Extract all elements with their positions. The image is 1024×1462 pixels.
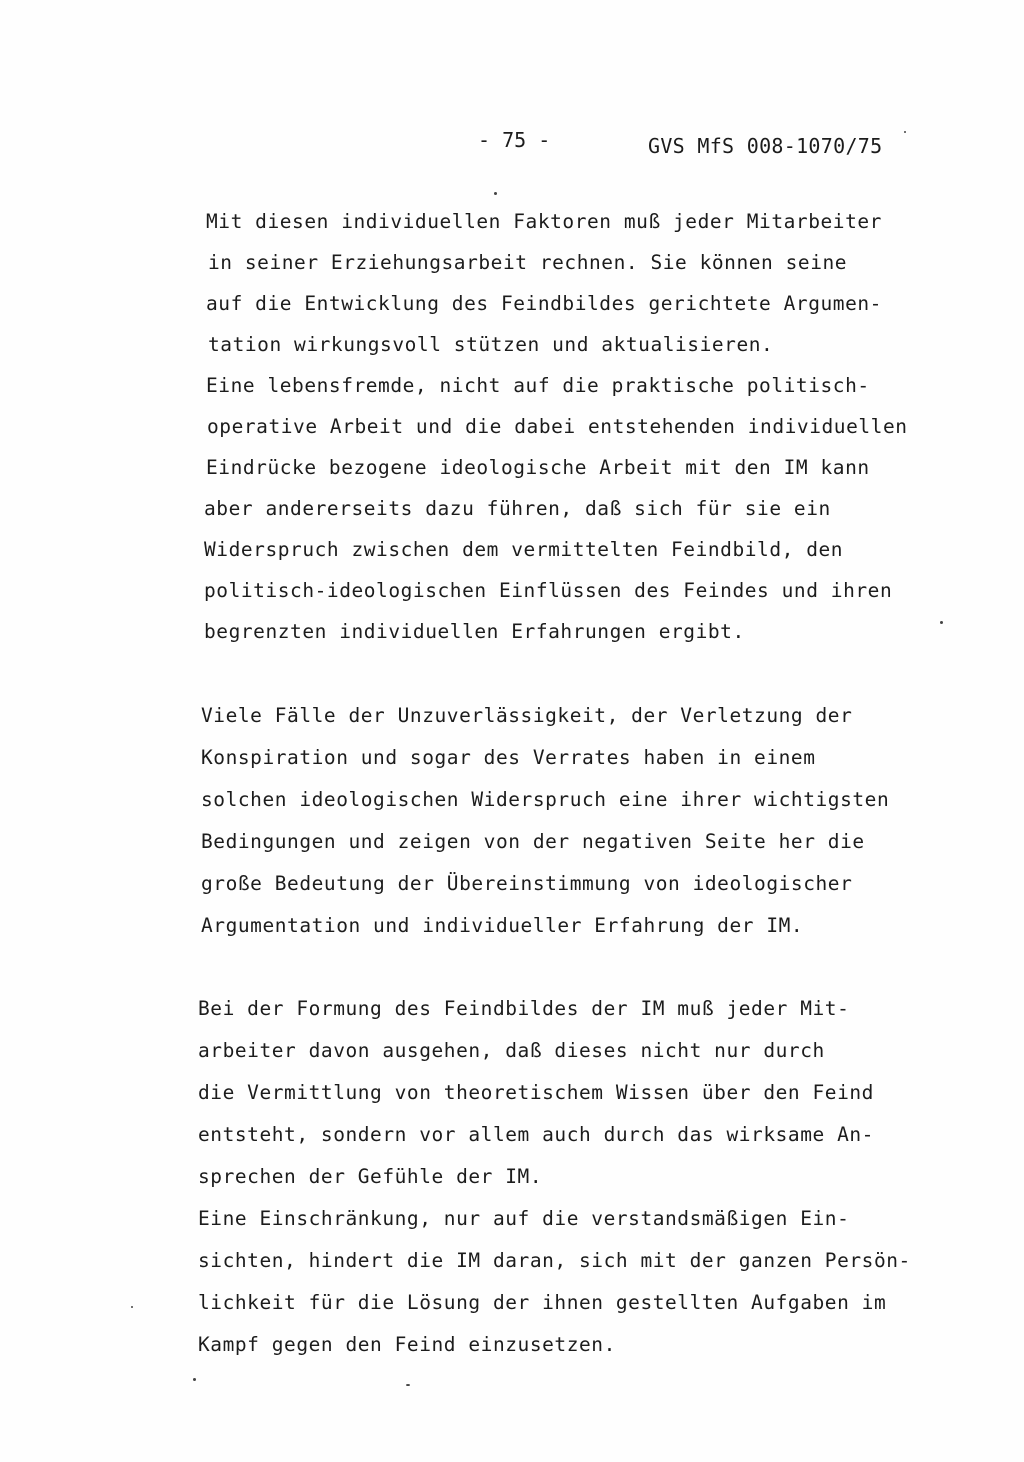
text-line: Bei der Formung des Feindbildes der IM muß jeder Mit- xyxy=(198,997,850,1020)
scan-speck xyxy=(940,621,943,624)
text-line: Viele Fälle der Unzuverlässigkeit, der Verletzung der xyxy=(201,704,853,727)
text-line: politisch-ideologischen Einflüssen des Feindes und ihren xyxy=(204,579,893,602)
text-line: große Bedeutung der Übereinstimmung von ideologischer xyxy=(201,872,853,895)
page-number: - 75 - xyxy=(478,128,551,152)
text-line: Konspiration und sogar des Verrates haben in einem xyxy=(201,746,816,769)
text-line: Widerspruch zwischen dem vermittelten Feindbild, den xyxy=(204,538,844,561)
text-line: tation wirkungsvoll stützen und aktualisieren. xyxy=(208,333,774,356)
text-line: operative Arbeit und die dabei entstehenden individuellen xyxy=(207,415,908,438)
text-line: Eindrücke bezogene ideologische Arbeit mit den IM kann xyxy=(206,456,870,479)
scan-speck xyxy=(193,1378,196,1381)
text-line: lichkeit für die Lösung der ihnen gestellten Aufgaben im xyxy=(198,1291,887,1314)
text-line: auf die Entwicklung des Feindbildes gerichtete Argumen- xyxy=(206,292,882,315)
text-line: arbeiter davon ausgehen, daß dieses nicht nur durch xyxy=(198,1039,825,1062)
text-line: die Vermittlung von theoretischem Wissen über den Feind xyxy=(198,1081,874,1104)
document-reference: GVS MfS 008-1070/75 xyxy=(648,134,883,158)
text-line: solchen ideologischen Widerspruch eine ihrer wichtigsten xyxy=(201,788,890,811)
text-line: aber andererseits dazu führen, daß sich für sie ein xyxy=(204,497,831,520)
scan-speck xyxy=(904,131,906,133)
text-line: in seiner Erziehungsarbeit rechnen. Sie können seine xyxy=(208,251,848,274)
text-line: Eine lebensfremde, nicht auf die praktische politisch- xyxy=(206,374,870,397)
text-line: begrenzten individuellen Erfahrungen ergibt. xyxy=(204,620,745,643)
text-line: sprechen der Gefühle der IM. xyxy=(198,1165,543,1188)
page-header xyxy=(0,128,1024,162)
text-line: Bedingungen und zeigen von der negativen Seite her die xyxy=(201,830,865,853)
text-line: Argumentation und individueller Erfahrung der IM. xyxy=(201,914,804,937)
scan-speck xyxy=(494,192,497,195)
scan-speck xyxy=(131,1306,133,1308)
scan-speck xyxy=(406,1384,410,1386)
text-line: entsteht, sondern vor allem auch durch das wirksame An- xyxy=(198,1123,874,1146)
text-line: Eine Einschränkung, nur auf die verstandsmäßigen Ein- xyxy=(198,1207,850,1230)
text-line: Kampf gegen den Feind einzusetzen. xyxy=(198,1333,616,1356)
text-line: sichten, hindert die IM daran, sich mit der ganzen Persön- xyxy=(198,1249,911,1272)
text-line: Mit diesen individuellen Faktoren muß jeder Mitarbeiter xyxy=(206,210,882,233)
